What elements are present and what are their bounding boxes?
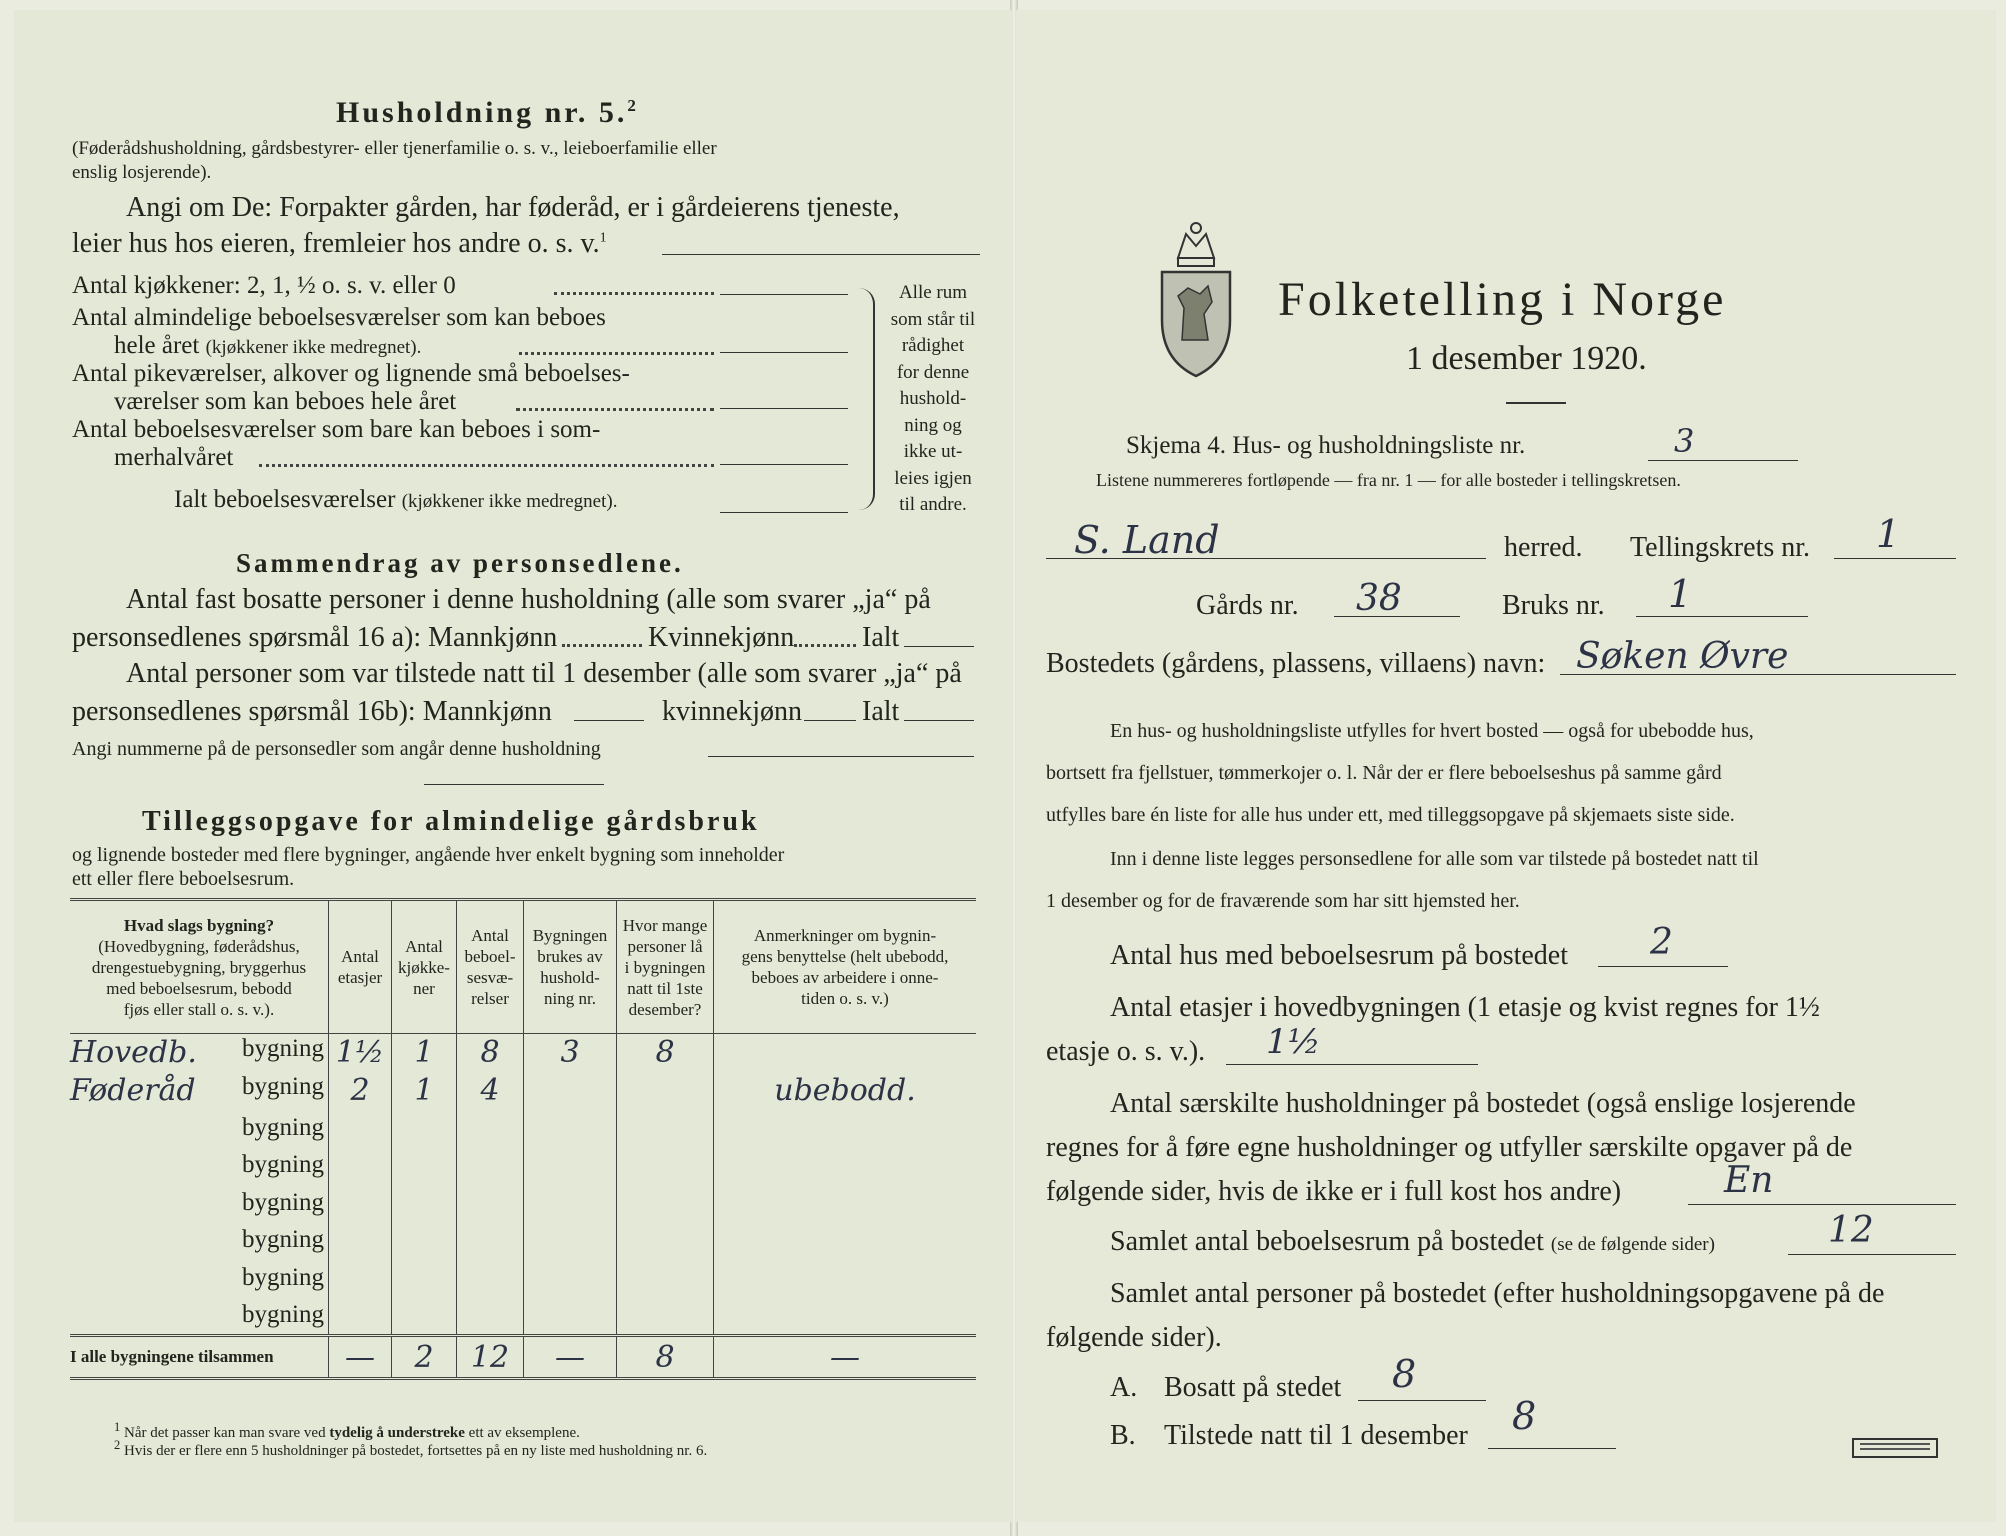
- rooms-kitchens: Antal kjøkkener: 2, 1, ½ o. s. v. eller 0: [72, 272, 456, 299]
- b-value: 8: [1512, 1394, 1537, 1438]
- table-row: bygning: [70, 1297, 976, 1336]
- q-etasjer-2: etasje o. s. v.).: [1046, 1036, 1206, 1067]
- supplement-title: Tilleggsopgave for almindelige gårdsbruk: [142, 806, 760, 837]
- rooms-ordinary: Antal almindelige beboelsesværelser som kan beboes: [72, 304, 606, 331]
- summary-line-2: personsedlenes spørsmål 16 a): Mannkjønn: [72, 622, 558, 653]
- header-building-type: Hvad slags bygning? (Hovedbygning, føderådshus, drengestuebygning, bryggerhus med beboelsesrum, bebodd fjøs eller stall o. s. v.).: [70, 900, 329, 1034]
- a-label: A.: [1110, 1372, 1138, 1403]
- angi-line-1: Angi om De: Forpakter gården, har føderåd, er i gårdeierens tjeneste,: [126, 192, 900, 223]
- table-row: bygning: [70, 1259, 976, 1297]
- form-date: 1 desember 1920.: [1406, 340, 1647, 377]
- q-pers-2: følgende sider).: [1046, 1322, 1222, 1353]
- instruction-4: Inn i denne liste legges personsedlene for alle som var tilstede på bostedet natt til: [1110, 848, 1759, 870]
- household-subtitle-2: enslig losjerende).: [72, 162, 212, 183]
- q-hush-3: følgende sider, hvis de ikke er i full kost hos andre): [1046, 1176, 1622, 1207]
- table-total-row: I alle bygningene tilsammen — 2 12 — 8 —: [70, 1336, 976, 1379]
- footnote-1: $^1$ Når det passer kan man svare ved tydelig å understreke ett av eksemplene.: [114, 1420, 580, 1441]
- summary-title: Sammendrag av personsedlene.: [236, 548, 684, 578]
- bruks-value: 1: [1668, 572, 1693, 616]
- q-etasjer-value: 1½: [1266, 1022, 1321, 1062]
- instruction-2: bortsett fra fjellstuer, tømmerkojer o. l. Når der er flere beboelseshus på samme gård: [1046, 762, 1722, 784]
- left-page: [14, 10, 1012, 1522]
- numbering-note: Listene nummereres fortløpende — fra nr. 1 — for alle bosteder i tellingskretsen.: [1096, 470, 1681, 490]
- table-row: Føderåd bygning 2 1 4 ubebodd.: [70, 1072, 976, 1110]
- buildings-table: [70, 898, 976, 1380]
- angi-line-2: leier hus hos eieren, fremleier hos andre o. s. v.$^1$: [72, 228, 607, 259]
- bruks-label: Bruks nr.: [1502, 590, 1605, 621]
- brace: [859, 288, 875, 510]
- q-hus-value: 2: [1650, 922, 1673, 963]
- q-hush-1: Antal særskilte husholdninger på bostedet (også enslige losjerende: [1110, 1088, 1856, 1119]
- q-etasjer-1: Antal etasjer i hovedbygningen (1 etasje og kvist regnes for 1½: [1110, 992, 1820, 1023]
- header-remarks: Anmerkninger om bygnin- gens benyttelse (helt ubebodd, beboes av arbeidere i onne- tiden o. s. v.): [714, 900, 977, 1034]
- q-hush-2: regnes for å føre egne husholdninger og utfyller særskilte opgaver på de: [1046, 1132, 1853, 1163]
- rooms-small-2: værelser som kan beboes hele året: [114, 388, 457, 415]
- supplement-sub-2: ett eller flere beboelsesrum.: [72, 868, 295, 890]
- table-row: bygning: [70, 1222, 976, 1260]
- schema-value: 3: [1674, 422, 1695, 460]
- header-household: Bygningen brukes av hushold- ning nr.: [524, 900, 617, 1034]
- footnote-2: $^2$ Hvis der er flere enn 5 husholdninger på bostedet, fortsettes på en ny liste med husholdning nr. 6.: [114, 1438, 708, 1459]
- instruction-5: 1 desember og for de fraværende som har sitt hjemsted her.: [1046, 890, 1520, 912]
- header-persons: Hvor mange personer lå i bygningen natt til 1ste desember?: [617, 900, 714, 1034]
- b-label: B.: [1110, 1420, 1136, 1451]
- krets-label: Tellingskrets nr.: [1630, 532, 1811, 563]
- header-kitchens: Antal kjøkke- ner: [392, 900, 457, 1034]
- summary-ialt-2: Ialt: [862, 696, 900, 727]
- rooms-ordinary-2: hele året (kjøkkener ikke medregnet).: [114, 332, 422, 359]
- household-title: Husholdning nr. 5.$^2$: [336, 96, 639, 129]
- q-rum-value: 12: [1828, 1210, 1874, 1251]
- herred-label: herred.: [1504, 532, 1583, 563]
- table-row: bygning: [70, 1109, 976, 1147]
- b-text: Tilstede natt til 1 desember: [1164, 1420, 1468, 1451]
- summary-kvinne-2: kvinnekjønn: [662, 696, 802, 727]
- bosted-value: Søken Øvre: [1576, 636, 1789, 677]
- a-text: Bosatt på stedet: [1164, 1372, 1342, 1403]
- household-subtitle: (Føderådshusholdning, gårdsbestyrer- eller tjenerfamilie o. s. v., leieboerfamilie eller: [72, 138, 717, 159]
- rooms-summer: Antal beboelsesværelser som bare kan beboes i som-: [72, 416, 601, 443]
- table-row: Hovedb. bygning 1½ 1 8 3 8: [70, 1034, 976, 1072]
- summary-line-1: Antal fast bosatte personer i denne husholdning (alle som svarer „ja“ på: [126, 584, 931, 615]
- header-rooms: Antal beboel- sesvæ- relser: [457, 900, 524, 1034]
- a-value: 8: [1392, 1352, 1417, 1396]
- table-row: bygning: [70, 1147, 976, 1185]
- instruction-3: utfylles bare én liste for alle hus under ett, med tilleggsopgave på skjemaets siste side.: [1046, 804, 1735, 826]
- table-row: bygning: [70, 1184, 976, 1222]
- form-title: Folketelling i Norge: [1278, 273, 1727, 326]
- herred-value: S. Land: [1074, 518, 1220, 562]
- printer-stamp-icon: [1852, 1438, 1938, 1458]
- header-floors: Antal etasjer: [329, 900, 392, 1034]
- q-pers-1: Samlet antal personer på bostedet (efter husholdningsopgavene på de: [1110, 1278, 1885, 1309]
- summary-line-4: personsedlenes spørsmål 16b): Mannkjønn: [72, 696, 552, 727]
- gards-label: Gårds nr.: [1196, 590, 1299, 621]
- q-hus: Antal hus med beboelsesrum på bostedet: [1110, 940, 1569, 971]
- q-hush-value: En: [1724, 1160, 1774, 1201]
- krets-value: 1: [1876, 512, 1901, 556]
- rooms-summer-2: merhalvåret: [114, 444, 234, 471]
- summary-kvinne: Kvinnekjønn: [648, 622, 795, 653]
- summary-numbers: Angi nummerne på de personsedler som angår denne husholdning: [72, 738, 601, 760]
- rooms-small: Antal pikeværelser, alkover og lignende små beboelses-: [72, 360, 630, 387]
- gards-value: 38: [1356, 578, 1402, 619]
- bosted-label: Bostedets (gårdens, plassens, villaens) navn:: [1046, 648, 1546, 679]
- instruction-1: En hus- og husholdningsliste utfylles for hvert bosted — også for ubebodde hus,: [1110, 720, 1754, 742]
- schema-label: Skjema 4. Hus- og husholdningsliste nr.: [1126, 432, 1526, 459]
- brace-note: Alle rum som står til rådighet for denne hushold- ning og ikke ut- leies igjen til andre.: [890, 282, 976, 515]
- right-page: [1016, 10, 1996, 1522]
- rooms-total: Ialt beboelsesværelser (kjøkkener ikke medregnet).: [174, 486, 618, 513]
- summary-line-3: Antal personer som var tilstede natt til 1 desember (alle som svarer „ja“ på: [126, 658, 962, 689]
- q-rum: Samlet antal beboelsesrum på bostedet (se de følgende sider): [1110, 1226, 1715, 1257]
- coat-of-arms-icon: [1156, 210, 1236, 380]
- supplement-sub-1: og lignende bosteder med flere bygninger, angående hver enkelt bygning som inneholder: [72, 844, 785, 866]
- summary-ialt: Ialt: [862, 622, 900, 653]
